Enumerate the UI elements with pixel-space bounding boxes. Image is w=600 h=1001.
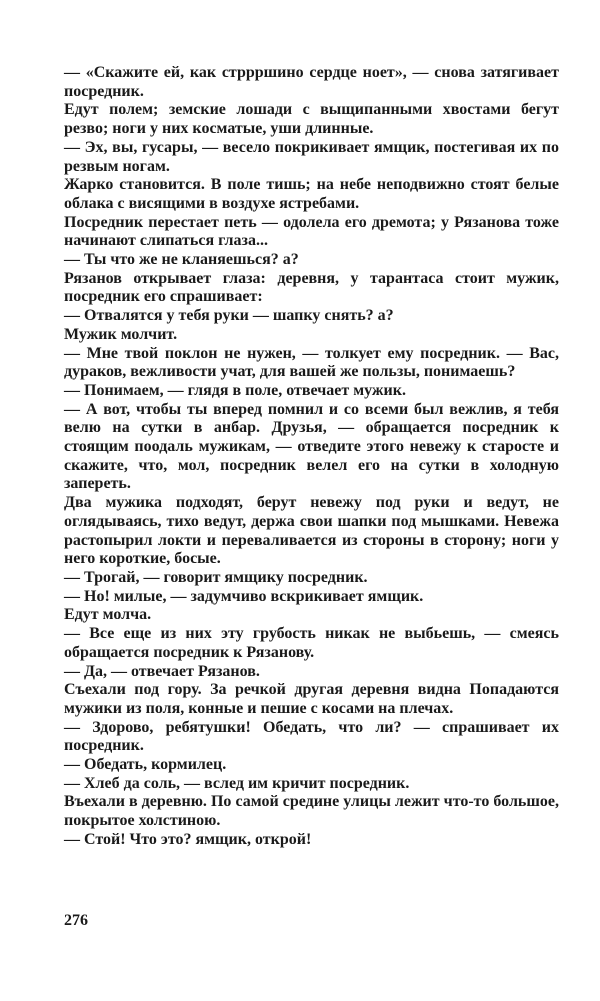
paragraph: — Трогай, — говорит ямщику посредник. [64,568,368,586]
paragraph: — Но! милые, — задумчиво вскрикивает ямщик. [64,587,424,605]
paragraph: — Здорово, ребятушки! Обедать, что ли? — спрашивает их посредник. [64,718,559,755]
page-text [64,64,559,850]
page-number: 276 [64,912,88,929]
paragraph: Съехали под гору. За речкой другая деревня видна Попадаются мужики из поля, конные и пешие с косами на плечах. [64,681,559,717]
paragraph: — Стой! Что это? ямщик, открой! [64,830,312,848]
paragraph: — А вот, чтобы ты вперед помнил и со всеми был вежлив, я тебя велю на сутки в анбар. Друзья, — обращается посредник к стоящим поодаль мужикам, — отведите этого невежу к старосте и скажите, что, мол, посредник велел его на сутки в холодную запереть. [64,400,559,493]
paragraph: Едут молча. [64,606,152,624]
paragraph: — Мне твой поклон не нужен, — толкует ему посредник. — Вас, дураков, вежливости учат, для вашей же пользы, понимаешь? [64,344,559,381]
paragraph: Жарко становится. В поле тишь; на небе неподвижно стоят белые облака с висящими в воздухе ястребами. [64,176,559,212]
paragraph: Посредник перестает петь — одолела его дремота; у Рязанова тоже начинают слипаться глаза... [64,213,559,250]
paragraph: Два мужика подходят, берут невежу под руки и ведут, не оглядываясь, тихо ведут, держа свои шапки под мышками. Невежа растопырил локти и переваливается из стороны в сторону; ноги у него короткие, босые. [64,494,559,568]
paragraph: Едут полем; земские лошади с выщипанными хвостами бегут резво; ноги у них косматые, уши длинные. [64,101,559,138]
paragraph: — Обедать, кормилец. [64,756,227,774]
paragraph: — «Скажите ей, как стррршино сердце ноет», — снова затягивает посредник. [64,64,559,100]
paragraph: Рязанов открывает глаза: деревня, у тарантаса стоит мужик, посредник его спрашивает: [64,269,559,306]
paragraph: — Хлеб да соль, — вслед им кричит посредник. [64,774,410,792]
paragraph: — Эх, вы, гусары, — весело покрикивает ямщик, постегивая их по резвым ногам. [64,138,559,175]
paragraph: — Понимаем, — глядя в поле, отвечает мужик. [64,381,406,399]
paragraph: — Ты что же не кланяешься? а? [64,251,299,269]
paragraph: Въехали в деревню. По самой средине улицы лежит что-то большое, покрытое холстиною. [64,793,559,830]
paragraph: — Все еще из них эту грубость никак не выбьешь, — смеясь обращается посредник к Рязанову. [64,625,559,661]
paragraph: — Отвалятся у тебя руки — шапку снять? а? [64,307,394,325]
paragraph: — Да, — отвечает Рязанов. [64,662,260,680]
paragraph: Мужик молчит. [64,325,178,343]
